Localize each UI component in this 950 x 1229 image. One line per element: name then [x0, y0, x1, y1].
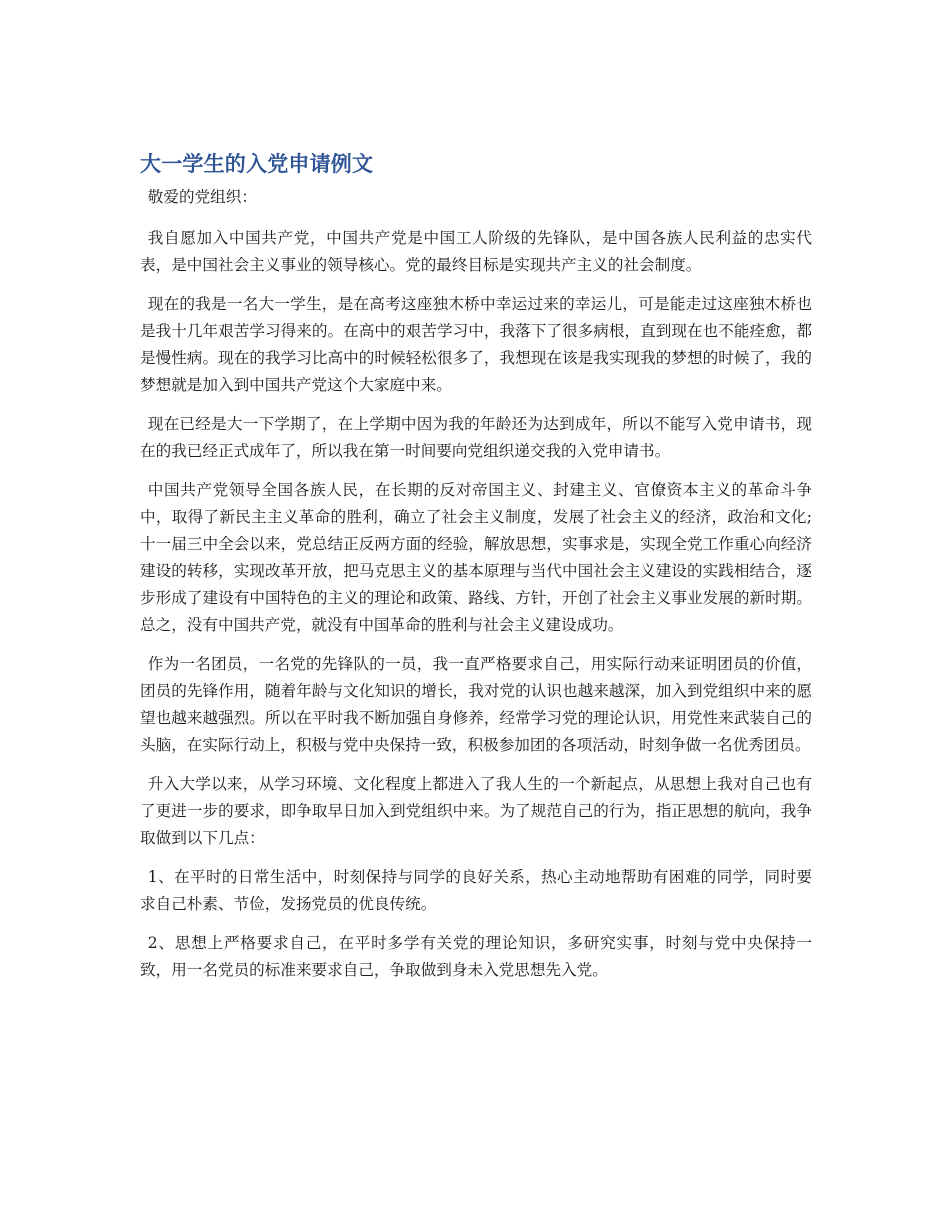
document-page [140, 148, 812, 996]
list-item-2: 2、思想上严格要求自己，在平时多学有关党的理论知识，多研究实事，时刻与党中央保持一致，用一名党员的标准来要求自己，争取做到身未入党思想先入党。 [140, 934, 812, 979]
paragraph-6: 升入大学以来，从学习环境、文化程度上都进入了我人生的一个新起点，从思想上我对自己也有了更进一步的要求，即争取早日加入到党组织中来。为了规范自己的行为，指正思想的航向，我争取做到以下几点： [140, 775, 812, 847]
paragraph-3: 现在已经是大一下学期了，在上学期中因为我的年龄还为达到成年，所以不能写入党申请书，现在的我已经正式成年了，所以我在第一时间要向党组织递交我的入党申请书。 [140, 415, 812, 460]
document-title: 大一学生的入党申请例文 [140, 152, 374, 176]
salutation: 敬爱的党组织： [147, 188, 257, 206]
list-item-1: 1、在平时的日常生活中，时刻保持与同学的良好关系，热心主动地帮助有困难的同学，同时要求自己朴素、节俭，发扬党员的优良传统。 [140, 868, 812, 913]
paragraph-2: 现在的我是一名大一学生，是在高考这座独木桥中幸运过来的幸运儿，可是能走过这座独木桥也是我十几年艰苦学习得来的。在高中的艰苦学习中，我落下了很多病根，直到现在也不能痊愈，都是慢性病。现在的我学习比高中的时候轻松很多了，我想现在该是我实现我的梦想的时候了，我的梦想就是加入到中国共产党这个大家庭中来。 [140, 295, 812, 394]
paragraph-1: 我自愿加入中国共产党，中国共产党是中国工人阶级的先锋队，是中国各族人民利益的忠实代表，是中国社会主义事业的领导核心。党的最终目标是实现共产主义的社会制度。 [140, 229, 812, 274]
paragraph-4: 中国共产党领导全国各族人民，在长期的反对帝国主义、封建主义、官僚资本主义的革命斗争中，取得了新民主主义革命的胜利，确立了社会主义制度，发展了社会主义的经济，政治和文化;十一届三中全会以来，党总结正反两方面的经验，解放思想，实事求是，实现全党工作重心向经济建设的转移，实现改革开放，把马克思主义的基本原理与当代中国社会主义建设的实践相结合，逐步形成了建设有中国特色的主义的理论和政策、路线、方针，开创了社会主义事业发展的新时期。总之，没有中国共产党，就没有中国革命的胜利与社会主义建设成功。 [140, 481, 812, 634]
paragraph-5: 作为一名团员，一名党的先锋队的一员，我一直严格要求自己，用实际行动来证明团员的价值，团员的先锋作用，随着年龄与文化知识的增长，我对党的认识也越来越深，加入到党组织中来的愿望也越来越强烈。所以在平时我不断加强自身修养，经常学习党的理论认识，用党性来武装自己的头脑，在实际行动上，积极与党中央保持一致，积极参加团的各项活动，时刻争做一名优秀团员。 [140, 655, 812, 754]
